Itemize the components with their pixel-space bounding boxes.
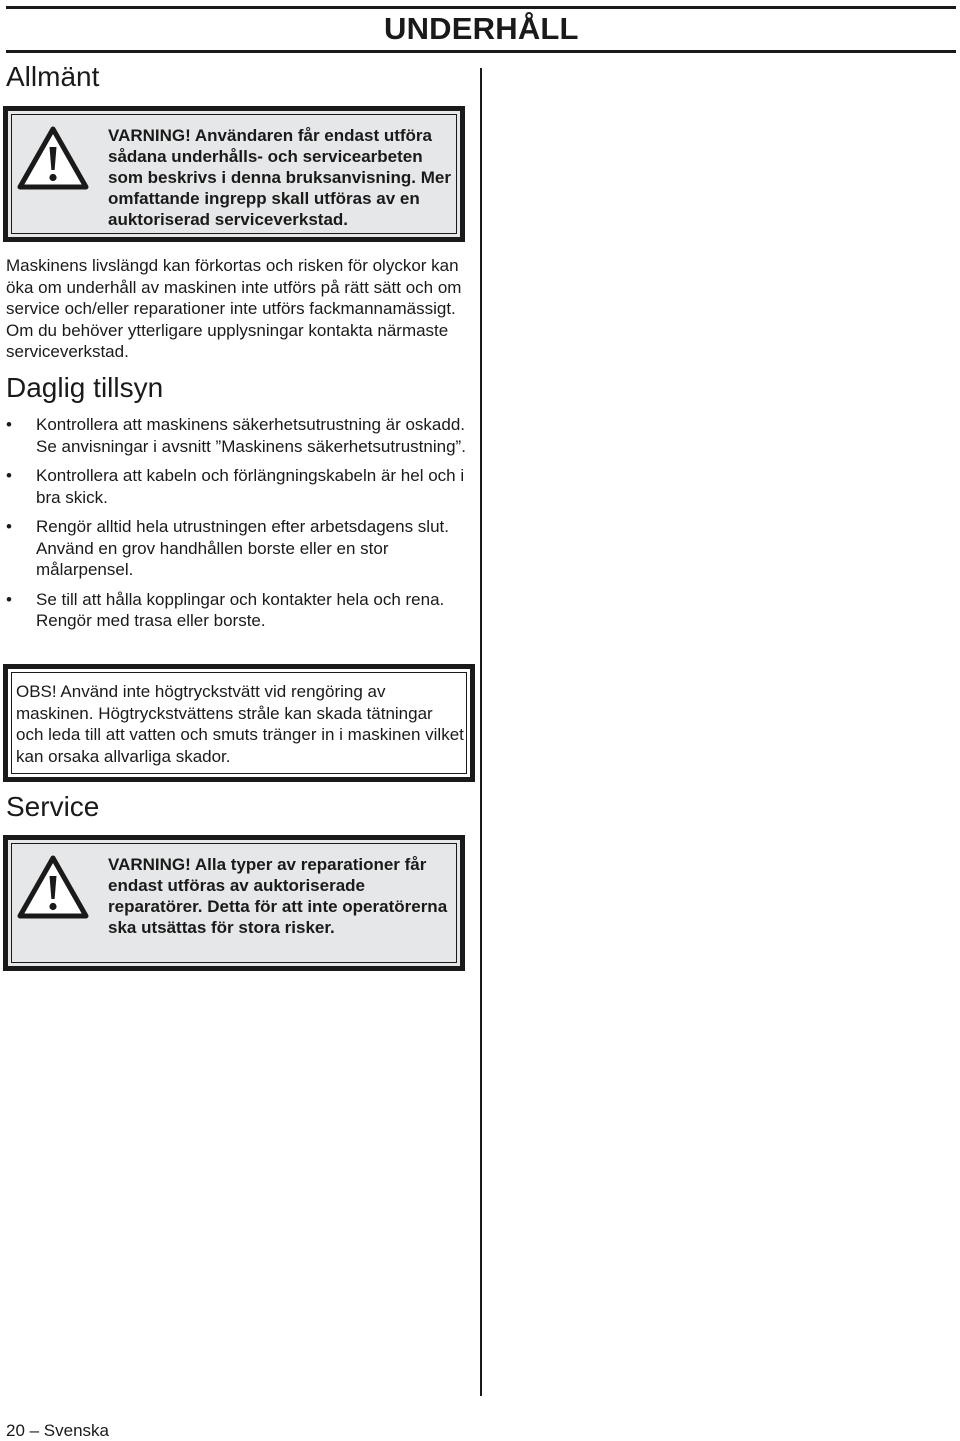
bullet-dot: •	[6, 517, 12, 536]
list-item	[6, 589, 471, 632]
bullet-dot: •	[6, 589, 12, 609]
list-item	[6, 414, 471, 457]
daily-check-list	[6, 414, 471, 640]
title-rule	[6, 50, 956, 53]
list-item-text: Se till att hålla kopplingar och kontakter hela och rena. Rengör med trasa eller borste.	[36, 589, 445, 630]
general-paragraph: Maskinens livslängd kan förkortas och risken för olyckor kan öka om underhåll av maskinen inte utförs på rätt sätt och om service och/eller reparationer inte utförs fackmannamässigt. Om du behöver ytterligare upplysningar kontakta närmaste serviceverkstad.	[6, 256, 462, 361]
top-rule	[6, 6, 956, 9]
list-item-text: Kontrollera att maskinens säkerhetsutrustning är oskadd. Se anvisningar i avsnitt ”Maskinens säkerhetsutrustning”.	[36, 415, 466, 456]
warning-triangle-icon	[17, 854, 89, 920]
list-item	[6, 465, 471, 508]
warning-text-service: VARNING! Alla typer av reparationer får endast utföras av auktoriserade reparatörer. Detta för att inte operatörerna ska utsättas för stora risker.	[108, 855, 448, 937]
warning-text-general: VARNING! Användaren får endast utföra sådana underhålls- och servicearbeten som beskrivs i denna bruksanvisning. Mer omfattande ingrepp skall utföras av en auktoriserad serviceverkstad.	[108, 126, 451, 229]
warning-box-general	[3, 106, 465, 242]
bullet-dot: •	[6, 466, 12, 485]
heading-service: Service	[6, 791, 100, 822]
list-item-text: Kontrollera att kabeln och förlängningskabeln är hel och i bra skick.	[36, 466, 465, 507]
heading-allmant: Allmänt	[6, 61, 100, 92]
heading-daglig-tillsyn: Daglig tillsyn	[6, 372, 164, 403]
note-box	[3, 664, 475, 782]
warning-triangle-icon	[17, 125, 89, 191]
list-item	[6, 516, 471, 581]
chapter-title: UNDERHÅLL	[384, 11, 579, 46]
list-item-text: Rengör alltid hela utrustningen efter arbetsdagens slut. Använd en grov handhållen borste eller en stor målarpensel.	[36, 517, 449, 579]
note-text: OBS! Använd inte högtryckstvätt vid rengöring av maskinen. Högtryckstvättens stråle kan skada tätningar och leda till att vatten och smuts tränger in i maskinen vilket kan orsaka allvarliga skador.	[16, 682, 464, 766]
warning-box-service	[3, 835, 465, 971]
bullet-dot: •	[6, 415, 12, 434]
page-number: 20 – Svenska	[6, 1421, 110, 1440]
column-divider	[480, 68, 482, 1396]
